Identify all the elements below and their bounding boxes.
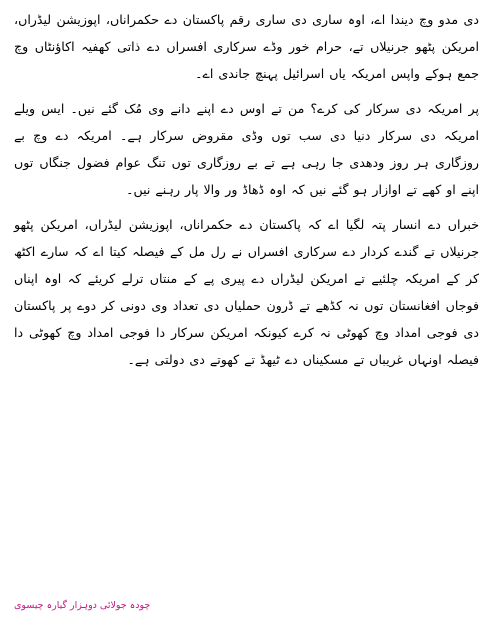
paragraph-3: خبراں دے انسار پتہ لگیا اے کہ پاکستان دے حکمراناں، اپوزیشن لیڈراں، امریکن پٹھو جرنیلاں تے گندے کردار دے سرکاری افسراں نے رل مل کے فیصلہ کیتا اے کہ سارے اکٹھ کر کے امریکہ چلئیے تے امریکن لیڈراں دے پیری پے کے منتاں ترلے کریئے کہ اوہ اپناں فوجاں افغانستان توں نہ کڈھے تے ڈرون حملیاں دی تعداد وی دونی کر دوے پر پاکستان دی فوجی امداد وچ کھوٹی نہ کرے کیونکہ امریکن سرکار دا فوجی امداد وچ کھوٹی دا فیصلہ اونہاں غریباں تے مسکیناں دے ٹیھڈ تے کھوتے دی دولتی ہے۔ bbox=[14, 217, 479, 367]
date-signature: چودہ جولائی دوہزار گیارہ چیسوی bbox=[14, 600, 151, 611]
paragraph-1: دی مدو وچ دیندا اے، اوہ ساری دی ساری رقم پاکستان دے حکمراناں، اپوزیشن لیڈراں، امریکن پٹھو جرنیلاں تے، حرام خور وڈے سرکاری افسراں دے ذاتی کھفیہ اکاؤنٹاں وچ جمع ہوکے واپس امریکہ یاں اسرائیل پہنچ جاندی اے۔ bbox=[14, 12, 479, 81]
paragraph-2: پر امریکہ دی سرکار کی کرے؟ من تے اوس دے اپنے دانے وی مُک گئے نیں۔ ایس ویلے امریکہ دی سرکار دنیا دی سب توں وڈی مقروض سرکار ہے۔ امریکہ دے وچ بے روزگاری ہر روز ودھدی جا رہی ہے تے بے روزگاری توں تنگ عوام فضول جنگاں توں اپنے او کھے تے اوازار ہو گئے نیں کہ اوہ ڈھاڈ ور والا پار رہنے نیں۔ bbox=[14, 101, 479, 197]
